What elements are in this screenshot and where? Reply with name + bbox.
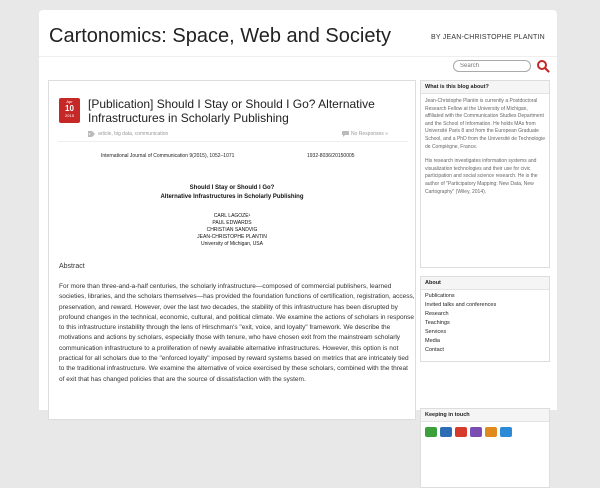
tag-icon <box>88 131 95 137</box>
paper-affiliation: University of Michigan, USA <box>201 241 263 247</box>
comment-icon <box>342 131 349 137</box>
site-byline: BY JEAN-CHRISTOPHE PLANTIN <box>431 34 545 41</box>
bio-paragraph: Jean-Christophe Plantin is currently a Postdoctoral Research Fellow at the University of Michigan, affiliated with the Communication Studies Department and the School of Information. He holds MAs from Université Paris 8 and from the European Graduate School, and a PhD from the Université de Technologie de Compiègne, France. <box>425 98 545 150</box>
post-meta <box>88 129 410 139</box>
header-divider <box>39 56 557 57</box>
paper-author: CHRISTIAN SANDVIG <box>206 227 258 233</box>
social-icon[interactable] <box>425 427 437 437</box>
date-year: 2015 <box>65 113 74 118</box>
paper-title-line-1: Should I Stay or Should I Go? <box>189 185 275 191</box>
about-link-talks[interactable]: Invited talks and conferences <box>425 302 497 308</box>
about-link-research[interactable]: Research <box>425 311 449 317</box>
about-link-media[interactable]: Media <box>425 338 440 344</box>
post-title[interactable]: [Publication] Should I Stay or Should I Go? Alternative Infrastructures in Scholarly Publishing <box>88 97 375 125</box>
about-link-publications[interactable]: Publications <box>425 293 455 299</box>
post-article <box>48 80 416 420</box>
widget-keep-in-touch <box>420 408 550 488</box>
social-icon[interactable] <box>440 427 452 437</box>
social-icon[interactable] <box>485 427 497 437</box>
date-badge <box>59 98 80 123</box>
social-icon[interactable] <box>470 427 482 437</box>
paper-author: CARL LAGOZE¹ <box>213 213 251 219</box>
widget-title: About <box>421 277 549 290</box>
research-paragraph: His research investigates information systems and visualization technologies and their use for civic participation and social science research. He is the author of "Participatory Mapping: New Data, New Cartography" (Wiley, 2014). <box>425 158 538 195</box>
widget-title: Keeping in touch <box>421 409 549 422</box>
social-icon[interactable] <box>455 427 467 437</box>
search-icon[interactable] <box>536 59 550 73</box>
journal-issn: 1932-8036/20150005 <box>307 153 355 159</box>
meta-divider <box>58 141 408 142</box>
widget-title: What is this blog about? <box>421 81 549 94</box>
post-responses-link[interactable]: No Responses » <box>351 131 388 137</box>
social-icon[interactable] <box>500 427 512 437</box>
about-link-contact[interactable]: Contact <box>425 347 444 353</box>
abstract-text: For more than three-and-a-half centuries, the scholarly infrastructure—composed of commercial publishers, learned societies, libraries, and the scholars themselves—has provided the foundation functions of certification, registration, access, preservation, and reward. However, over the last two decades, the stability of this infrastructure has been disrupted by profound changes in the technical, economic, cultural, and political climate. We examine the actions of scholars in response to this infrastructure instability through the lens of Hirschman's "exit, voice, and loyalty" framework. We describe the motivations and actions by scholars, especially those with tenure, who have chosen exit from the mainstream scholarly communication infrastructure to a proliferation of newly available alternative infrastructures. However, this option is not practical for all scholars due to the "enforced loyalty" imposed by reward systems based on metrics that are intricately tied to the traditional infrastructure. We examine the alternative of voice exercised by these scholars, combined with the threat of exit that has changed policies that are the source of dissatisfaction with the system. <box>59 283 415 383</box>
search-input[interactable] <box>453 60 531 72</box>
widget-about-menu <box>420 276 550 362</box>
abstract-label: Abstract <box>59 263 85 270</box>
paper-title-line-2: Alternative Infrastructures in Scholarly Publishing <box>160 194 304 200</box>
site-title[interactable]: Cartonomics: Space, Web and Society <box>49 25 392 47</box>
about-link-services[interactable]: Services <box>425 329 447 335</box>
date-month: Apr <box>66 99 73 104</box>
page <box>39 10 557 418</box>
journal-citation: International Journal of Communication 9(2015), 1052–1071 <box>101 153 235 159</box>
paper-author: PAUL EDWARDS <box>212 220 252 226</box>
about-link-teachings[interactable]: Teachings <box>425 320 450 326</box>
widget-about-blog <box>420 80 550 268</box>
post-tags[interactable]: article, big data, communication <box>98 131 169 137</box>
date-day: 10 <box>65 104 74 113</box>
paper-author: JEAN-CHRISTOPHE PLANTIN <box>197 234 267 240</box>
